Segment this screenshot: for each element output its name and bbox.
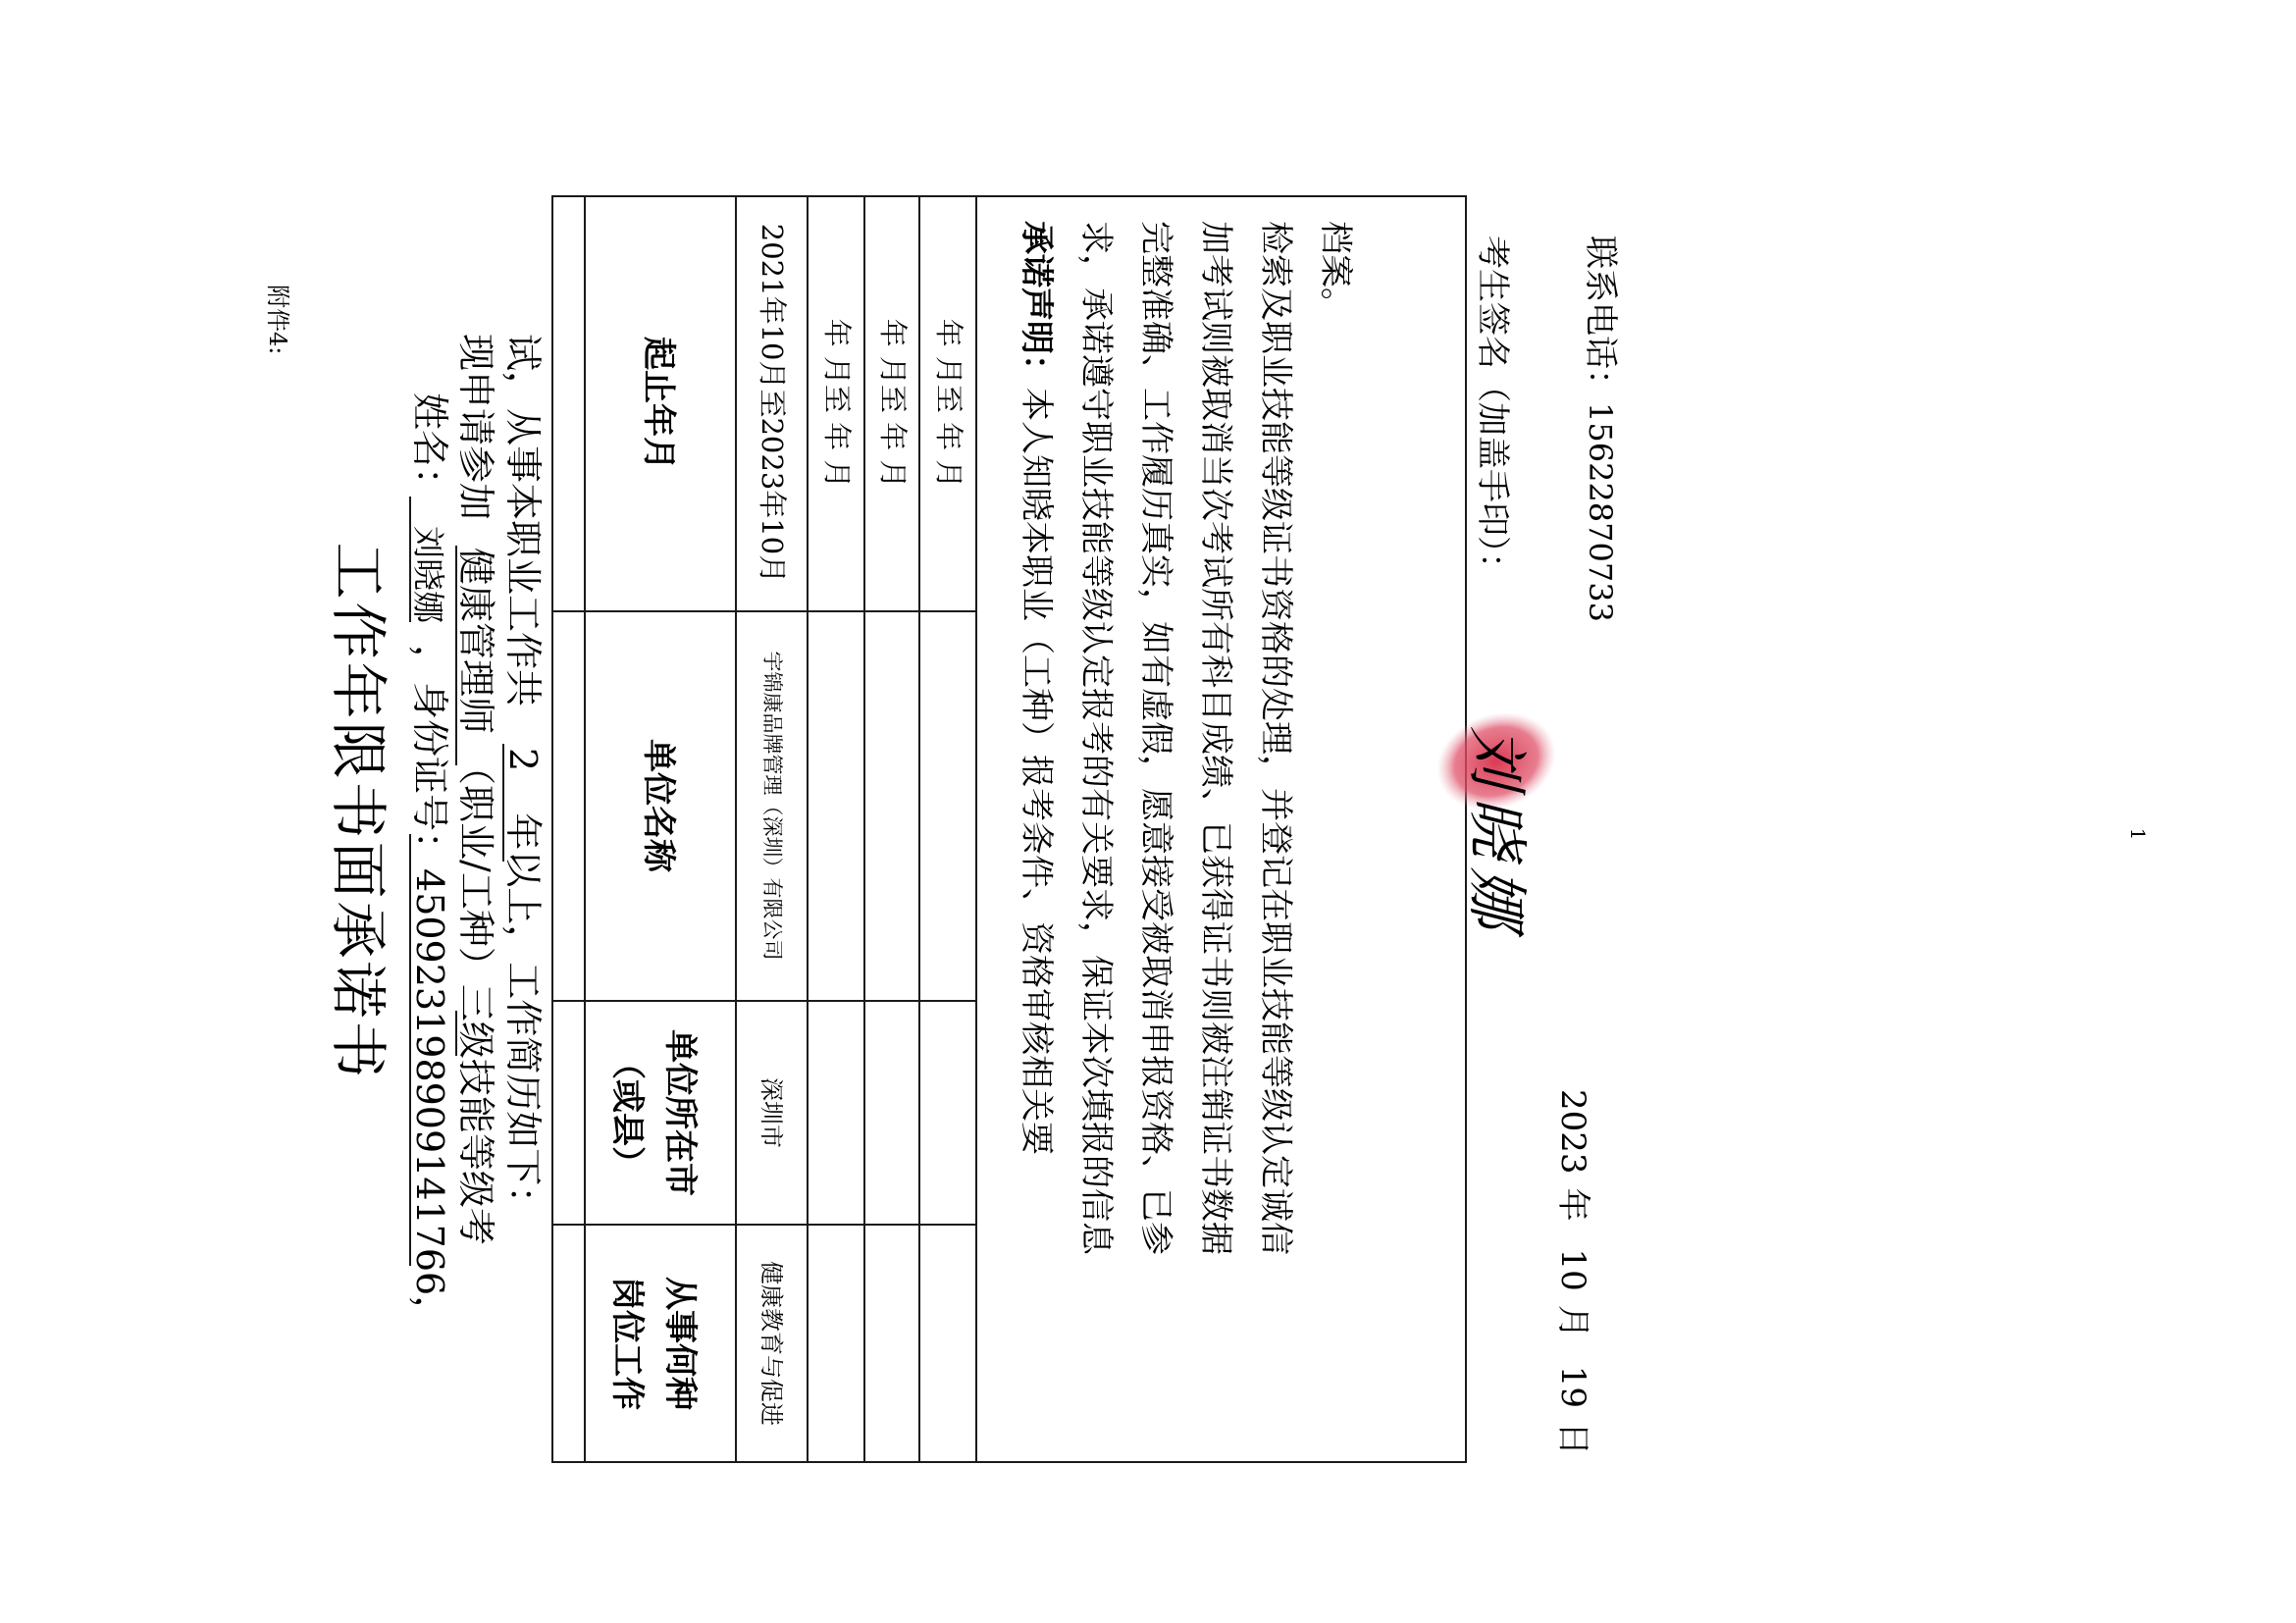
contact-phone	[1581, 236, 1620, 622]
page-number: 1	[2126, 827, 2150, 841]
declaration-line-2: 求，承诺遵守职业技能等级认定报考的有关要求，保证本次填报的信息	[1076, 221, 1116, 1255]
phone-number: 15622870733	[1582, 402, 1619, 622]
intro-line-3	[501, 334, 545, 1223]
declaration-line-6: 档案。	[1316, 221, 1355, 321]
header-period: 起止年月	[639, 337, 678, 470]
row1-position: 健康教育与促进	[757, 1261, 785, 1426]
header-position-line2: 岗位工作	[607, 1277, 647, 1410]
occupation-kind-label: （职业/工种）	[454, 748, 497, 984]
sign-date: 2023年10月19日	[1553, 1089, 1592, 1456]
name-label: 姓名：	[408, 393, 451, 505]
header-company: 单位名称	[639, 739, 678, 872]
apply-label: 现申请参加	[454, 334, 497, 521]
level-value: 三	[454, 983, 497, 1021]
date-day: 19	[1553, 1365, 1592, 1409]
level-label: 级技能等级考	[454, 1021, 497, 1245]
row4-period: 年 月至 年 月	[932, 318, 965, 489]
row1-period: 2021年10月至2023年10月	[756, 223, 789, 584]
occupation-value: 健康管理师	[454, 548, 497, 735]
signature-handwritten: 刘晓娜	[1461, 726, 1533, 939]
declaration-line-4: 加考试则被取消当次考试所有科目成绩、已获得证书则被注销证书数据	[1196, 221, 1235, 1255]
id-number-value: 450923198909141766	[408, 868, 451, 1296]
header-position-line1: 从事何种	[660, 1277, 700, 1410]
row1-company: 宇锦康品牌管理（深圳）有限公司	[760, 651, 784, 961]
phone-label: 联系电话：	[1581, 236, 1620, 402]
declaration-line-3: 完整准确、工作履历真实，如有虚假，愿意接受被取消申报资格、已参	[1136, 221, 1175, 1255]
row1-city: 深圳市	[757, 1077, 785, 1148]
signature-label: 考生签名（加盖手印）：	[1473, 236, 1512, 586]
row3-period: 年 月至 年 月	[876, 318, 910, 489]
years-value: 2	[501, 748, 545, 772]
years-suffix-label: 年以上，工作简历如下：	[501, 812, 545, 1224]
intro-line-1: 姓名：刘晓娜，身份证号：450923198909141766，	[408, 393, 451, 1334]
work-years-label: 试，从事本职业工作共	[501, 334, 545, 707]
date-month: 10	[1553, 1248, 1592, 1291]
annex-label: 附件4:	[264, 285, 291, 355]
page-title: 工作年限书面承诺书	[325, 542, 391, 1081]
declaration-line-1: 承诺声明：本人知晓本职业（工种）报考条件、资格审核相关要	[1017, 221, 1056, 1155]
declaration-label: 承诺声明：	[1017, 221, 1056, 388]
intro-line-2	[454, 334, 497, 1245]
id-label: ，身份证号：	[408, 645, 451, 869]
date-year: 2023	[1553, 1089, 1592, 1175]
header-city-line1: 单位所在市	[660, 1029, 700, 1196]
name-value: 刘晓娜	[409, 526, 447, 624]
declaration-line-5: 检索及职业技能等级证书资格的处理，并登记在职业技能等级认定诚信	[1256, 221, 1295, 1255]
header-city-line2: （或县）	[607, 1046, 647, 1179]
row2-period: 年 月至 年 月	[820, 318, 854, 489]
